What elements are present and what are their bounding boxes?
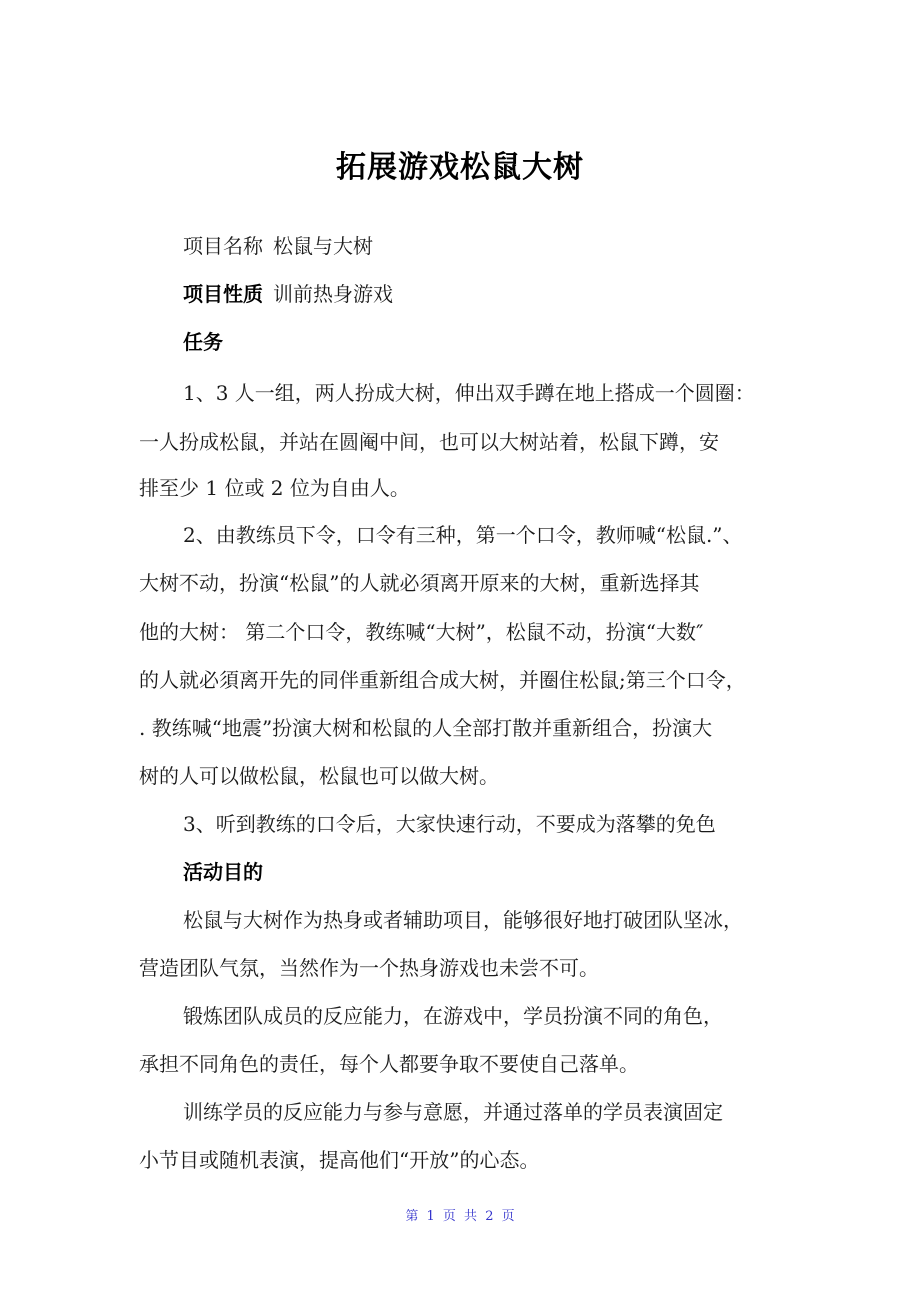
paragraph-line: 2、由教练员下令，口令有三种，第一个口令，教师喊“松鼠.”、 <box>183 523 743 547</box>
paragraph-line: 他的大树： 第二个口令，教练喊“大树”，松鼠不动，扮演“大数″ <box>139 620 704 644</box>
paragraph-line: 小节目或随机表演，提高他们“开放”的心态。 <box>139 1148 540 1172</box>
section-heading-purpose: 活动目的 <box>183 860 263 884</box>
page-indicator: 第 1 页 共 2 页 <box>405 1209 515 1224</box>
paragraph-line: 承担不同角色的责任，每个人都要争取不要使自己落单。 <box>139 1052 639 1076</box>
paragraph-line: 排至少 1 位或 2 位为自由人。 <box>139 476 410 500</box>
field-project-name <box>183 232 373 260</box>
paragraph-line: 树的人可以做松鼠，松鼠也可以做大树。 <box>139 764 499 788</box>
paragraph-line: 锻炼团队成员的反应能力，在游戏中，学员扮演不同的角色， <box>183 1004 723 1028</box>
section-heading-task: 任务 <box>183 330 223 354</box>
paragraph-line: 训练学员的反应能力与参与意愿，并通过落单的学员表演固定 <box>183 1100 723 1124</box>
paragraph-line: 的人就必須离开先的同伴重新组合成大树，并圈住松鼠;第三个口令， <box>139 668 746 692</box>
paragraph-line: 1、3 人一组，两人扮成大树，伸出双手蹲在地上搭成一个圆圈： <box>183 381 755 405</box>
paragraph-line: 一人扮成松鼠，并站在圆阉中间，也可以大树站着，松鼠下蹲，安 <box>139 430 719 454</box>
paragraph-line: 3、听到教练的口令后，大家快速行动，不要成为落攀的免色 <box>183 812 716 836</box>
field-label: 项目性质 <box>183 282 263 306</box>
paragraph-line: . 教练喊“地震”扮演大树和松鼠的人全部打散并重新组合，扮演大 <box>139 716 713 740</box>
field-label: 项目名称 <box>183 234 263 258</box>
field-value: 训前热身游戏 <box>273 282 393 306</box>
paragraph-line: 松鼠与大树作为热身或者辅助项目，能够很好地打破团队坚冰， <box>183 908 743 932</box>
paragraph-line: 大树不动，扮演“松鼠”的人就必須离开原来的大树，重新选择其 <box>139 571 700 595</box>
document-title: 拓展游戏松鼠大树 <box>336 150 584 185</box>
field-project-nature <box>183 280 393 308</box>
paragraph-line: 营造团队气氛，当然作为一个热身游戏也未尝不可。 <box>139 956 599 980</box>
field-value: 松鼠与大树 <box>273 234 373 258</box>
